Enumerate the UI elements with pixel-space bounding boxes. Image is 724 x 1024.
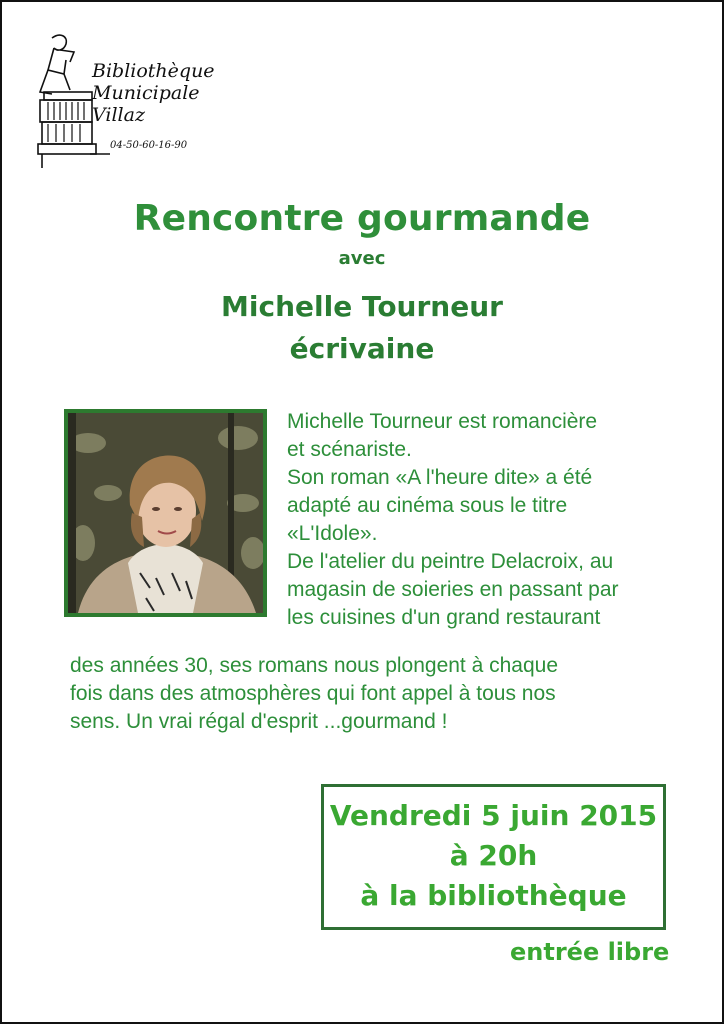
library-name-line2: Municipale xyxy=(92,82,200,104)
library-phone: 04-50-60-16-90 xyxy=(110,140,188,151)
library-name-line1: Bibliothèque xyxy=(92,60,215,82)
bio-line: «L'Idole». xyxy=(287,522,378,545)
library-name xyxy=(92,60,215,126)
author-name: Michelle Tourneur xyxy=(221,290,503,323)
bio-line: les cuisines d'un grand restaurant xyxy=(287,606,601,629)
bio-full-width xyxy=(70,652,710,736)
library-logo xyxy=(30,30,230,175)
bio-line: des années 30, ses romans nous plongent à chaque xyxy=(70,654,559,677)
bio-line: adapté au cinéma sous le titre xyxy=(287,494,568,517)
event-with: avec xyxy=(338,248,386,269)
event-time: à 20h xyxy=(449,839,538,872)
event-title: Rencontre gourmande xyxy=(133,198,591,239)
bio-line: De l'atelier du peintre Delacroix, au xyxy=(287,550,614,573)
library-name-line3: Villaz xyxy=(92,104,145,126)
event-place: à la bibliothèque xyxy=(360,879,627,912)
author-role: écrivaine xyxy=(289,332,435,365)
bio-line: Son roman «A l'heure dite» a été xyxy=(287,466,593,489)
bio-line: sens. Un vrai régal d'esprit ...gourmand ! xyxy=(70,710,448,733)
event-date: Vendredi 5 juin 2015 xyxy=(329,799,658,832)
bio-line: magasin de soieries en passant par xyxy=(287,578,619,601)
author-photo xyxy=(64,409,267,617)
bio-line: et scénariste. xyxy=(287,438,412,461)
admission-note: entrée libre xyxy=(510,938,670,966)
bio-line: Michelle Tourneur est romancière xyxy=(287,410,598,433)
bio-line: fois dans des atmosphères qui font appel à tous nos xyxy=(70,682,556,705)
event-details-box xyxy=(321,784,666,930)
author-portrait-image xyxy=(68,413,263,613)
bio-beside-photo xyxy=(287,408,697,632)
